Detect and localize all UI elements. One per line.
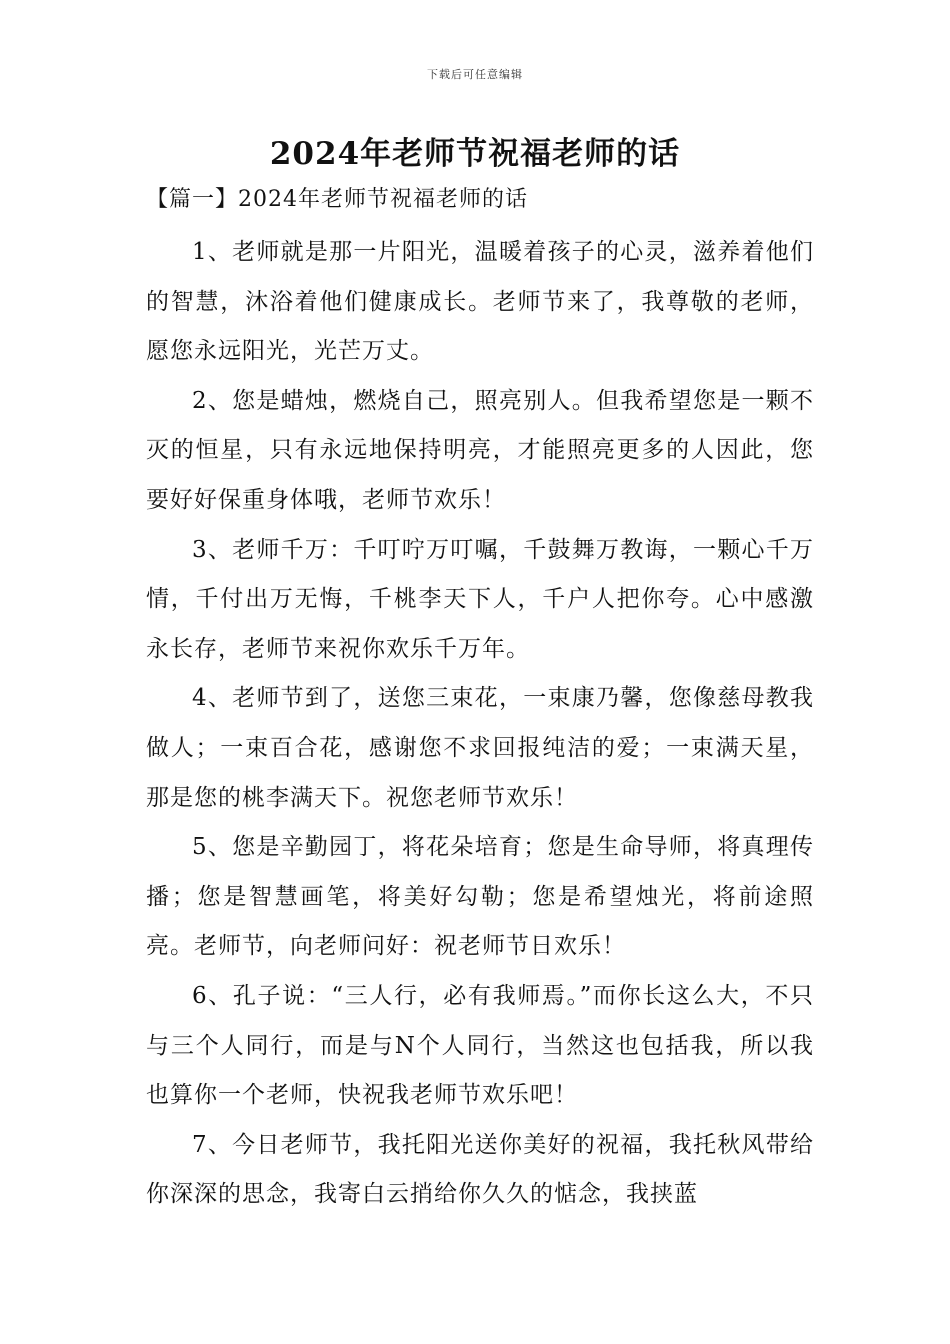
document-body: [146, 228, 814, 1220]
paragraph-1: 1、老师就是那一片阳光，温暖着孩子的心灵，滋养着他们的智慧，沐浴着他们健康成长。老师节来了，我尊敬的老师，愿您永远阳光，光芒万丈。: [146, 239, 814, 365]
paragraph-3: 3、老师千万：千叮咛万叮嘱，千鼓舞万教诲，一颗心千万情，千付出万无悔，千桃李天下人，千户人把你夸。心中感激永长存，老师节来祝你欢乐千万年。: [146, 536, 814, 662]
paragraph-6: 6、孔子说：“三人行，必有我师焉。”而你长这么大，不只与三个人同行，而是与N个人同行，当然这也包括我，所以我也算你一个老师，快祝我老师节欢乐吧！: [146, 982, 814, 1109]
paragraph-5: 5、您是辛勤园丁，将花朵培育；您是生命导师，将真理传播；您是智慧画笔，将美好勾勒；您是希望烛光，将前途照亮。老师节，向老师问好：祝老师节日欢乐！: [146, 834, 814, 960]
header-note: 下载后可任意编辑: [427, 68, 523, 81]
paragraph-7: 7、今日老师节，我托阳光送你美好的祝福，我托秋风带给你深深的思念，我寄白云捎给你久久的惦念，我挟蓝: [146, 1131, 814, 1208]
paragraph-2: 2、您是蜡烛，燃烧自己，照亮别人。但我希望您是一颗不灭的恒星，只有永远地保持明亮，才能照亮更多的人因此，您要好好保重身体哦，老师节欢乐！: [146, 387, 814, 513]
document-title: 2024年老师节祝福老师的话: [269, 136, 681, 172]
paragraph-4: 4、老师节到了，送您三束花，一束康乃馨，您像慈母教我做人；一束百合花，感谢您不求回报纯洁的爱；一束满天星，那是您的桃李满天下。祝您老师节欢乐！: [146, 685, 814, 811]
section-heading: 【篇一】2024年老师节祝福老师的话: [146, 187, 528, 212]
